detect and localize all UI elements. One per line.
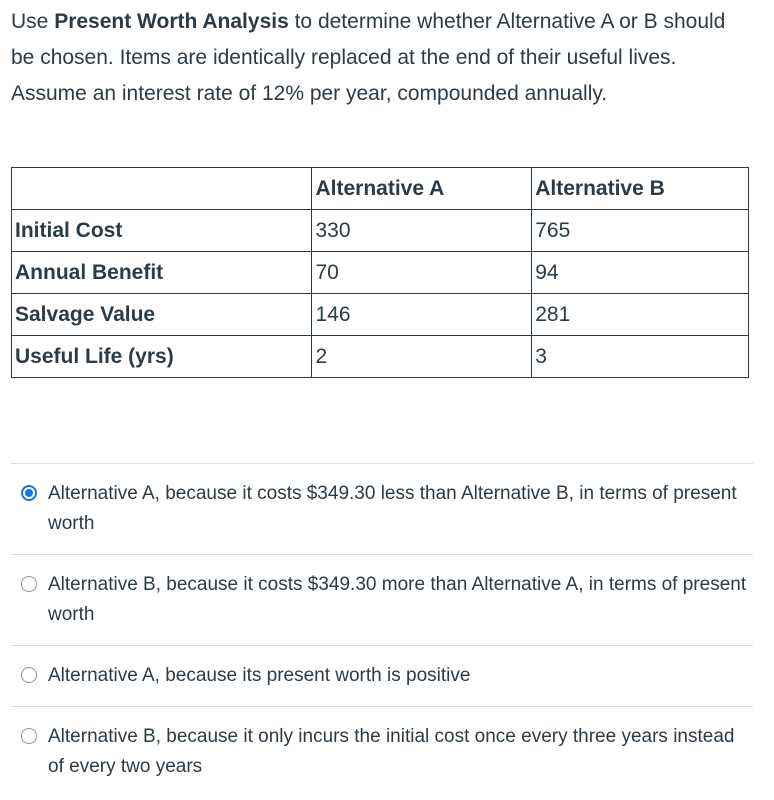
- row-label: Useful Life (yrs): [12, 336, 312, 378]
- cell-alt-a: 70: [312, 252, 532, 294]
- table-row: [12, 210, 749, 252]
- radio-button[interactable]: [21, 728, 37, 744]
- table-header-row: [12, 168, 749, 210]
- cell-alt-a: 146: [312, 294, 532, 336]
- answer-text: Alternative B, because it costs $349.30 more than Alternative A, in terms of present worth: [48, 574, 747, 625]
- answer-text: Alternative A, because its present worth is positive: [48, 665, 471, 686]
- row-label: Annual Benefit: [12, 252, 312, 294]
- cell-alt-a: 330: [312, 210, 532, 252]
- cell-alt-b: 94: [532, 252, 749, 294]
- table-row: [12, 336, 749, 378]
- alternatives-table: [11, 167, 749, 378]
- answer-option-4[interactable]: [11, 706, 753, 797]
- answer-list: [11, 463, 753, 797]
- table-row: [12, 294, 749, 336]
- row-label: Salvage Value: [12, 294, 312, 336]
- table-header-empty: [12, 168, 312, 210]
- answer-text: Alternative B, because it only incurs the initial cost once every three years instead of every two years: [48, 726, 735, 777]
- radio-button[interactable]: [21, 667, 37, 683]
- answer-option-1[interactable]: [11, 463, 753, 554]
- cell-alt-b: 281: [532, 294, 749, 336]
- row-label: Initial Cost: [12, 210, 312, 252]
- radio-button[interactable]: [21, 576, 37, 592]
- answer-option-3[interactable]: [11, 645, 753, 706]
- table-header-alt-a: Alternative A: [312, 168, 532, 210]
- question-text: [11, 4, 751, 112]
- answer-option-2[interactable]: [11, 554, 753, 645]
- table-row: [12, 252, 749, 294]
- radio-button-selected[interactable]: [21, 485, 37, 501]
- question-emphasis: Present Worth Analysis: [54, 10, 289, 33]
- cell-alt-b: 3: [532, 336, 749, 378]
- table-header-alt-b: Alternative B: [532, 168, 749, 210]
- question-paragraph: Use Present Worth Analysis to determine whether Alternative A or B should be chosen. Items are identically replaced at the end of their useful lives.: [11, 10, 726, 69]
- answer-text: Alternative A, because it costs $349.30 less than Alternative B, in terms of present worth: [48, 483, 737, 534]
- cell-alt-b: 765: [532, 210, 749, 252]
- cell-alt-a: 2: [312, 336, 532, 378]
- question-assumption: Assume an interest rate of 12% per year, compounded annually.: [11, 82, 608, 105]
